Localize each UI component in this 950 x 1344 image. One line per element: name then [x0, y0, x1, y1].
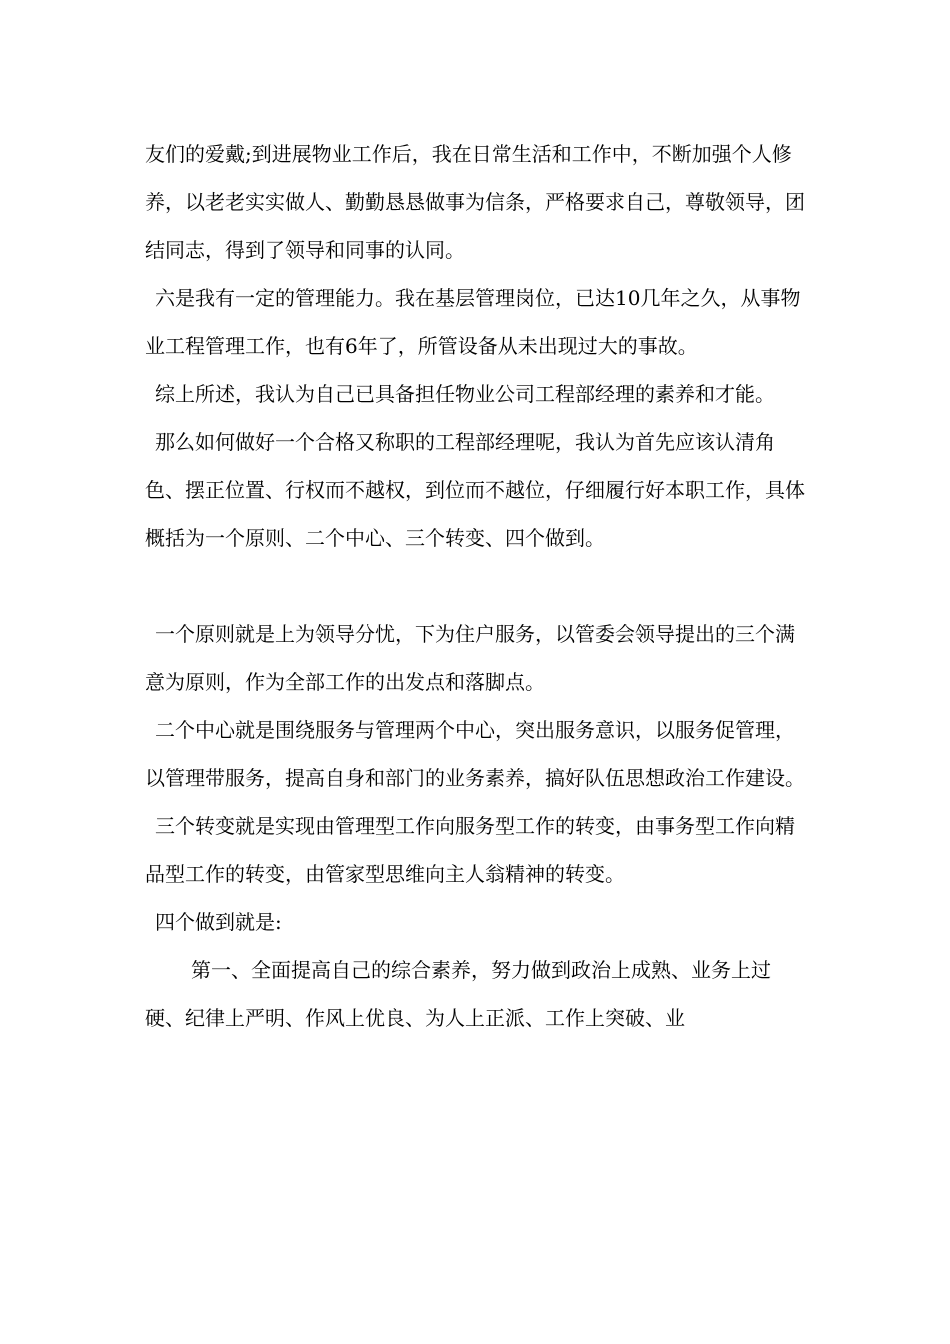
- paragraph-summary: 综上所述，我认为自己已具备担任物业公司工程部经理的素养和才能。: [155, 382, 775, 406]
- document-body: [145, 130, 810, 1042]
- paragraph-management-ability: 六是我有一定的管理能力。我在基层管理岗位，已达10几年之久，从事物业工程管理工作，也有6年了，所管设备从未出现过大的事故。: [145, 286, 801, 358]
- paragraph-first-point: 第一、全面提高自己的综合素养，努力做到政治上成熟、业务上过硬、纪律上严明、作风上优良、为人上正派、工作上突破、业: [145, 958, 771, 1030]
- paragraph-personal-conduct: 友们的爱戴;到进展物业工作后，我在日常生活和工作中，不断加强个人修养，以老老实实做人、勤勤恳恳做事为信条，严格要求自己，尊敬领导，团结同志，得到了领导和同事的认同。: [145, 142, 805, 262]
- paragraph-one-principle: 一个原则就是上为领导分忧，下为住户服务，以管委会领导提出的三个满意为原则，作为全部工作的出发点和落脚点。: [145, 622, 795, 694]
- paragraph-spacer: [145, 562, 810, 610]
- paragraph-four-achievements-heading: 四个做到就是:: [155, 910, 282, 934]
- paragraph-two-centers: 二个中心就是围绕服务与管理两个中心，突出服务意识，以服务促管理，以管理带服务，提高自身和部门的业务素养，搞好队伍思想政治工作建设。: [145, 718, 805, 790]
- paragraph-role-overview: 那么如何做好一个合格又称职的工程部经理呢，我认为首先应该认清角色、摆正位置、行权而不越权，到位而不越位，仔细履行好本职工作，具体概括为一个原则、二个中心、三个转变、四个做到。: [145, 430, 805, 550]
- paragraph-three-transformations: 三个转变就是实现由管理型工作向服务型工作的转变，由事务型工作向精品型工作的转变，由管家型思维向主人翁精神的转变。: [145, 814, 795, 886]
